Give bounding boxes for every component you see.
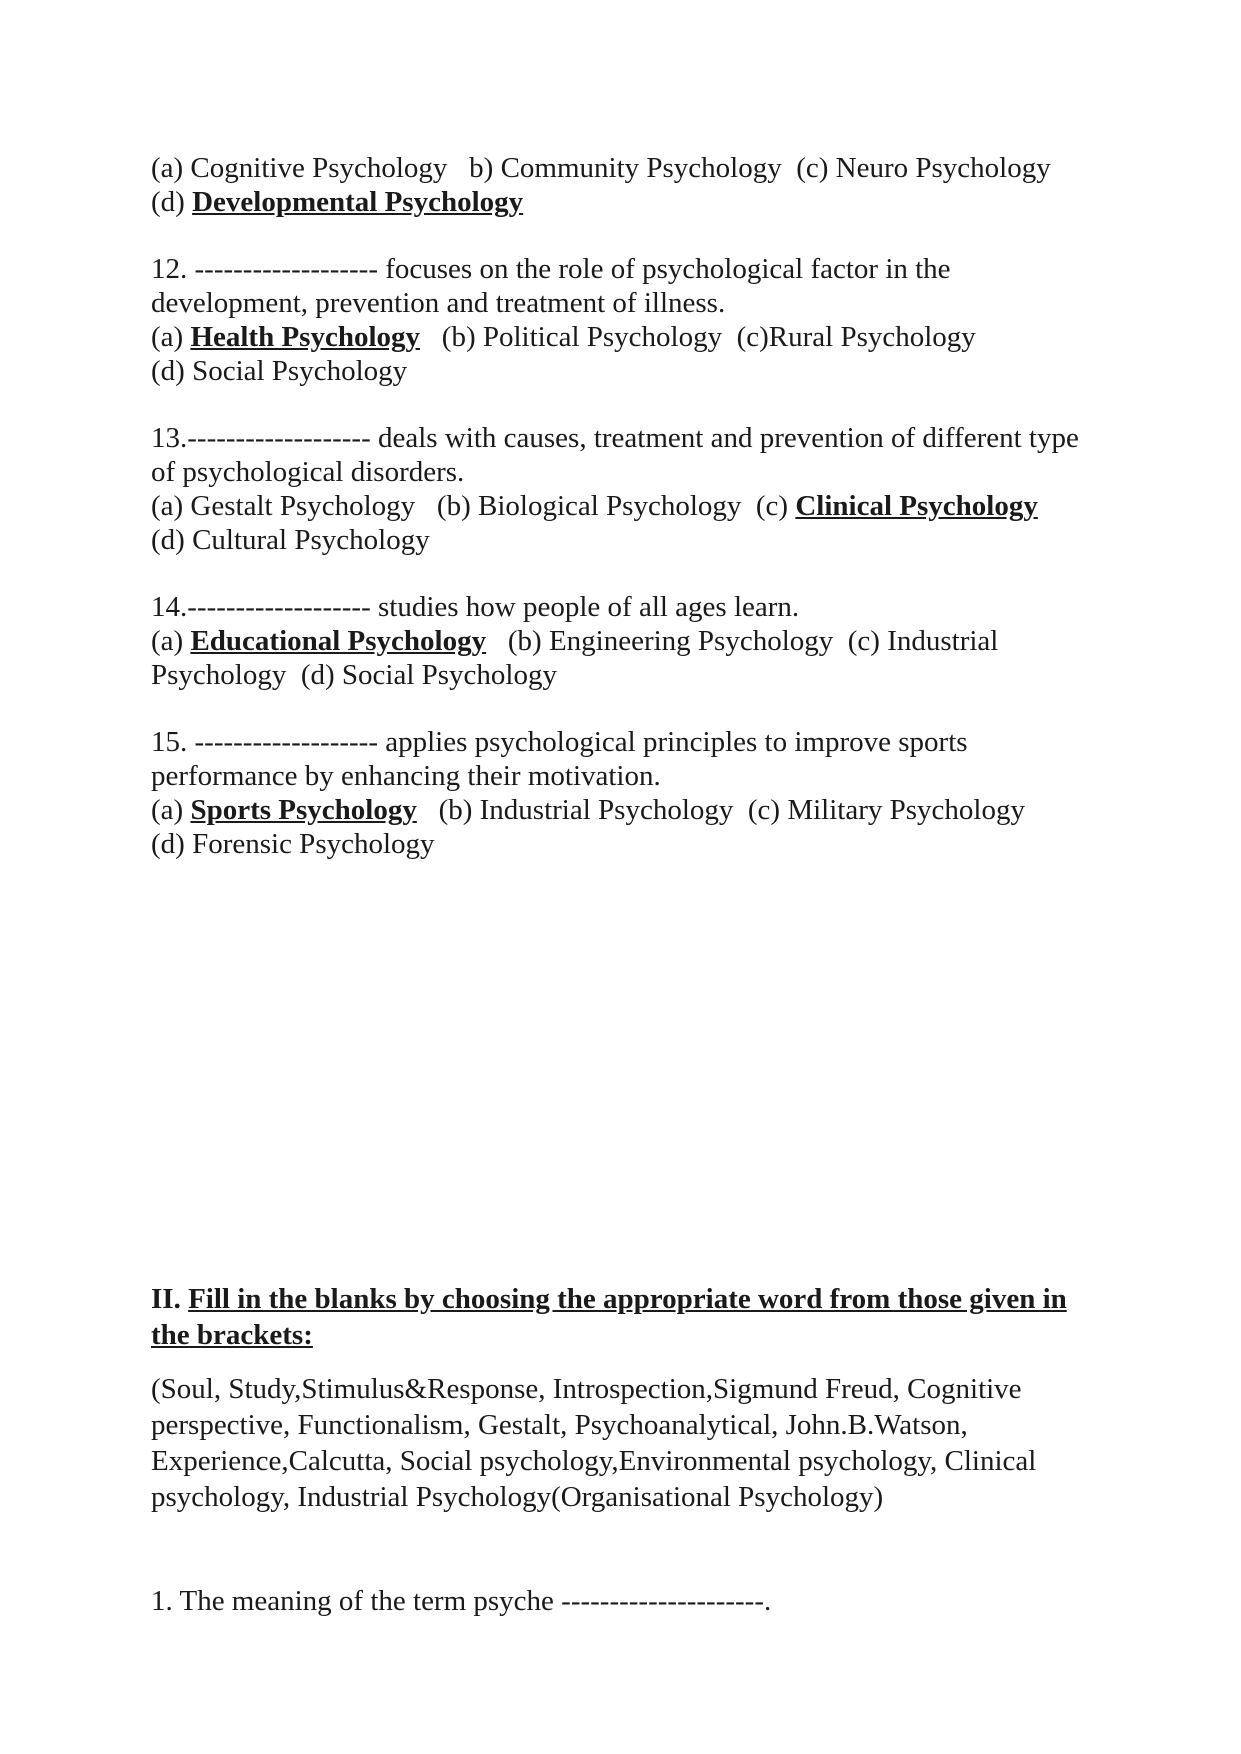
q15-stem-line2: performance by enhancing their motivation. <box>151 760 661 792</box>
q14-option-a-prefix: (a) <box>151 625 191 657</box>
section-ii-title-cont: the brackets: <box>151 1319 313 1351</box>
fill-blank-q1: 1. The meaning of the term psyche ---------------------. <box>151 1585 772 1617</box>
q15-stem-line1: 15. ------------------- applies psychological principles to improve sports <box>151 726 968 758</box>
q15-option-d: (d) Forensic Psychology <box>151 828 435 860</box>
q11-option-d <box>151 185 523 219</box>
q13-stem-line2: of psychological disorders. <box>151 456 465 488</box>
q12-stem-line1: 12. ------------------- focuses on the role of psychological factor in the <box>151 253 951 285</box>
word-bank-line2: perspective, Functionalism, Gestalt, Psychoanalytical, John.B.Watson, <box>151 1409 968 1441</box>
q15-option-a-prefix: (a) <box>151 794 191 826</box>
q15-options-rest: (b) Industrial Psychology (c) Military Psychology <box>416 794 1025 826</box>
q14-answer: Educational Psychology <box>190 625 487 657</box>
section-ii-number: II. <box>151 1283 189 1315</box>
q13-options-prefix: (a) Gestalt Psychology (b) Biological Psychology (c) <box>151 490 796 522</box>
section-ii-heading-line1 <box>151 1281 1067 1317</box>
q14-options-line <box>151 624 998 658</box>
q13-option-d: (d) Cultural Psychology <box>151 524 430 556</box>
q12-answer: Health Psychology <box>190 321 421 353</box>
q15-options-line <box>151 793 1025 827</box>
q14-stem: 14.------------------- studies how people of all ages learn. <box>151 591 800 623</box>
q14-options-rest: (b) Engineering Psychology (c) Industrial <box>486 625 999 657</box>
word-bank-line4: psychology, Industrial Psychology(Organisational Psychology) <box>151 1481 884 1513</box>
q12-stem-line2: development, prevention and treatment of illness. <box>151 287 726 319</box>
q12-option-d: (d) Social Psychology <box>151 355 408 387</box>
q11-option-d-prefix: (d) <box>151 186 193 218</box>
q11-options-line: (a) Cognitive Psychology b) Community Psychology (c) Neuro Psychology <box>151 152 1051 184</box>
q13-options-line <box>151 489 1038 523</box>
word-bank-line1: (Soul, Study,Stimulus&Response, Introspection,Sigmund Freud, Cognitive <box>151 1373 1022 1405</box>
q13-answer: Clinical Psychology <box>795 490 1038 522</box>
section-ii-title: Fill in the blanks by choosing the appropriate word from those given in <box>188 1283 1067 1315</box>
q13-stem-line1: 13.------------------- deals with causes, treatment and prevention of different type <box>151 422 1079 454</box>
q15-answer: Sports Psychology <box>190 794 417 826</box>
q11-answer: Developmental Psychology <box>192 186 524 218</box>
word-bank-line3: Experience,Calcutta, Social psychology,Environmental psychology, Clinical <box>151 1445 1037 1477</box>
q12-options-rest: (b) Political Psychology (c)Rural Psychology <box>420 321 976 353</box>
q12-option-a-prefix: (a) <box>151 321 191 353</box>
section-ii-heading-line2 <box>151 1317 313 1353</box>
q12-options-line <box>151 320 976 354</box>
q14-options-line2: Psychology (d) Social Psychology <box>151 659 557 691</box>
